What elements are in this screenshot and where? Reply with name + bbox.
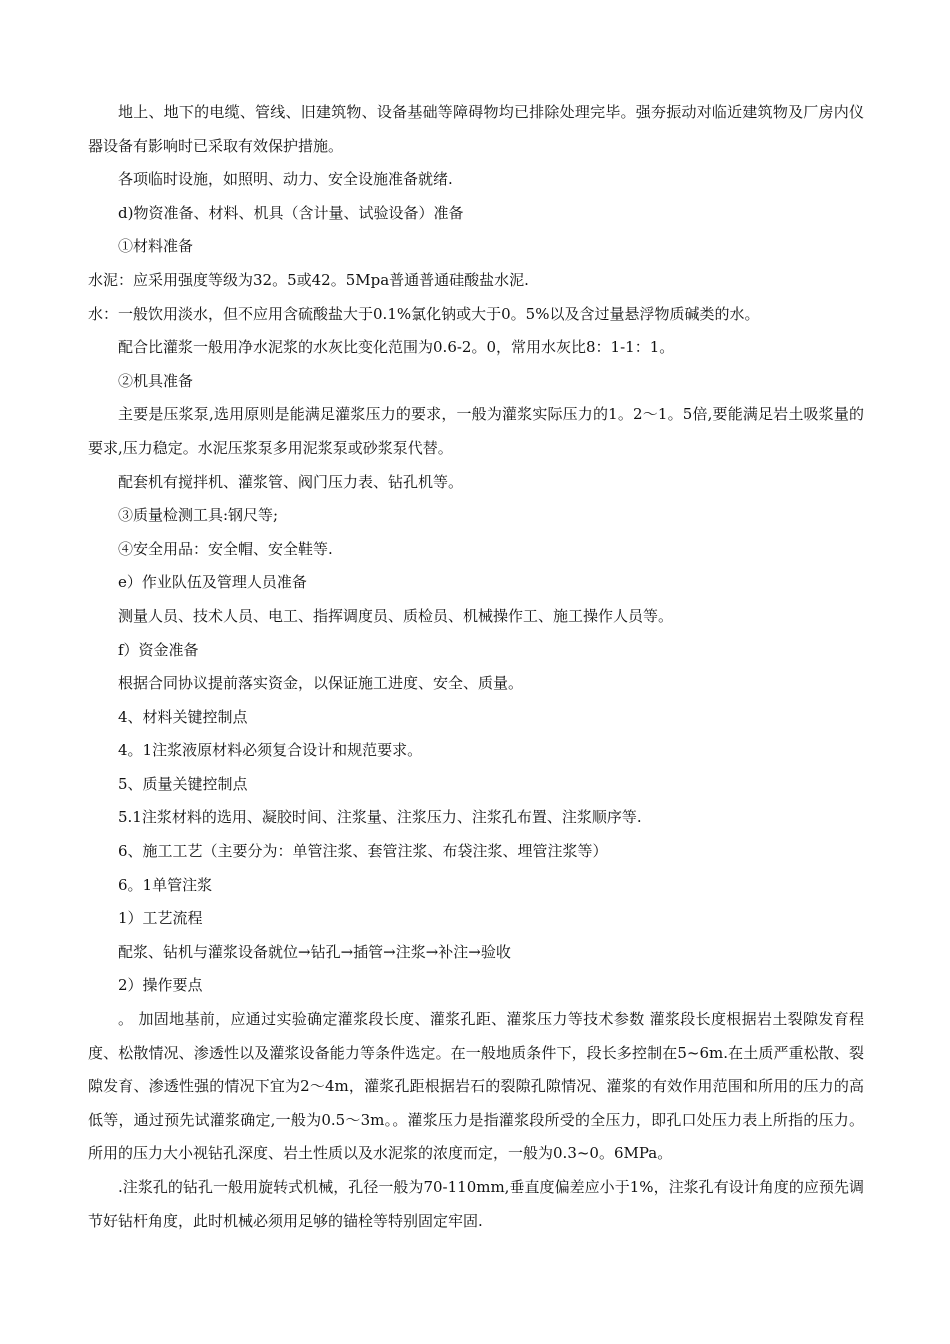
- paragraph-process-flow: 配浆、钻机与灌浆设备就位→钻孔→插管→注浆→补注→验收: [118, 942, 511, 961]
- paragraph-funding: 根据合同协议提前落实资金，以保证施工进度、安全、质量。: [118, 674, 524, 693]
- paragraph-safety-items: ④安全用品：安全帽、安全鞋等.: [118, 539, 333, 558]
- paragraph-quality-tools: ③质量检测工具:钢尺等;: [118, 506, 279, 525]
- heading-funding: f）资金准备: [118, 640, 199, 659]
- paragraph-material-control: 4。1注浆液原材料必须复合设计和规范要求。: [118, 741, 423, 760]
- paragraph-supporting-machines: 配套机有搅拌机、灌浆管、阀门压力表、钻孔机等。: [118, 472, 464, 491]
- heading-materials: ①材料准备: [118, 237, 194, 256]
- paragraph-grouting-parameters: 。 加固地基前，应通过实验确定灌浆段长度、灌浆孔距、灌浆压力等技术参数 灌浆段长度根据岩土裂隙发育程度、松散情况、渗透性以及灌浆设备能力等条件选定。在一般地质条件下，段长多控制在5~6m.在土质严重松散、裂隙发育、渗透性强的情况下宜为2～4m，灌浆孔距根据岩石的裂隙孔隙情况、灌浆的有效作用范围和所用的压力的高低等，通过预先试灌浆确定,一般为0.5～3m。。灌浆压力是指灌浆段所受的全压力，即孔口处压力表上所指的压力。所用的压力大小视钻孔深度、岩土性质以及水泥浆的浓度而定，一般为0.3~0。6MPa。: [88, 1010, 864, 1163]
- paragraph-water: 水：一般饮用淡水，但不应用含硫酸盐大于0.1%氯化钠或大于0。5%以及含过量悬浮物质碱类的水。: [88, 304, 760, 323]
- heading-operation-points: 2）操作要点: [118, 976, 203, 995]
- heading-material-control: 4、材料关键控制点: [118, 707, 248, 726]
- paragraph-pump: 主要是压浆泵,选用原则是能满足灌浆压力的要求，一般为灌浆实际压力的1。2～1。5倍,要能满足岩土吸浆量的要求,压力稳定。水泥压浆泵多用泥浆泵或砂浆泵代替。: [88, 405, 864, 457]
- heading-equipment: ②机具准备: [118, 371, 194, 390]
- paragraph-drilling: .注浆孔的钻孔一般用旋转式机械，孔径一般为70-110mm,垂直度偏差应小于1%，注浆孔有设计角度的应预先调节好钻杆角度，此时机械必须用足够的锚栓等特别固定牢固.: [88, 1178, 864, 1230]
- heading-quality-control: 5、质量关键控制点: [118, 774, 248, 793]
- paragraph-quality-control: 5.1注浆材料的选用、凝胶时间、注浆量、注浆压力、注浆孔布置、注浆顺序等.: [118, 808, 642, 827]
- paragraph-temporary-facilities: 各项临时设施，如照明、动力、安全设施准备就绪.: [118, 170, 453, 189]
- paragraph-obstacles: 地上、地下的电缆、管线、旧建筑物、设备基础等障碍物均已排除处理完毕。强夯振动对临近建筑物及厂房内仪器设备有影响时已采取有效保护措施。: [88, 103, 864, 155]
- paragraph-mix-ratio: 配合比灌浆一般用净水泥浆的水灰比变化范围为0.6-2。0，常用水灰比8：1-1：1。: [118, 338, 675, 357]
- heading-construction-process: 6、施工工艺（主要分为：单管注浆、套管注浆、布袋注浆、埋管注浆等）: [118, 842, 608, 861]
- heading-personnel: e）作业队伍及管理人员准备: [118, 573, 307, 592]
- heading-material-preparation: d)物资准备、材料、机具（含计量、试验设备）准备: [118, 203, 464, 222]
- heading-single-pipe-grouting: 6。1单管注浆: [118, 875, 213, 894]
- document-page: [88, 96, 864, 1238]
- paragraph-personnel-list: 测量人员、技术人员、电工、指挥调度员、质检员、机械操作工、施工操作人员等。: [118, 606, 674, 625]
- heading-process-flow: 1）工艺流程: [118, 909, 203, 928]
- paragraph-cement: 水泥：应采用强度等级为32。5或42。5Mpa普通普通硅酸盐水泥.: [88, 270, 529, 289]
